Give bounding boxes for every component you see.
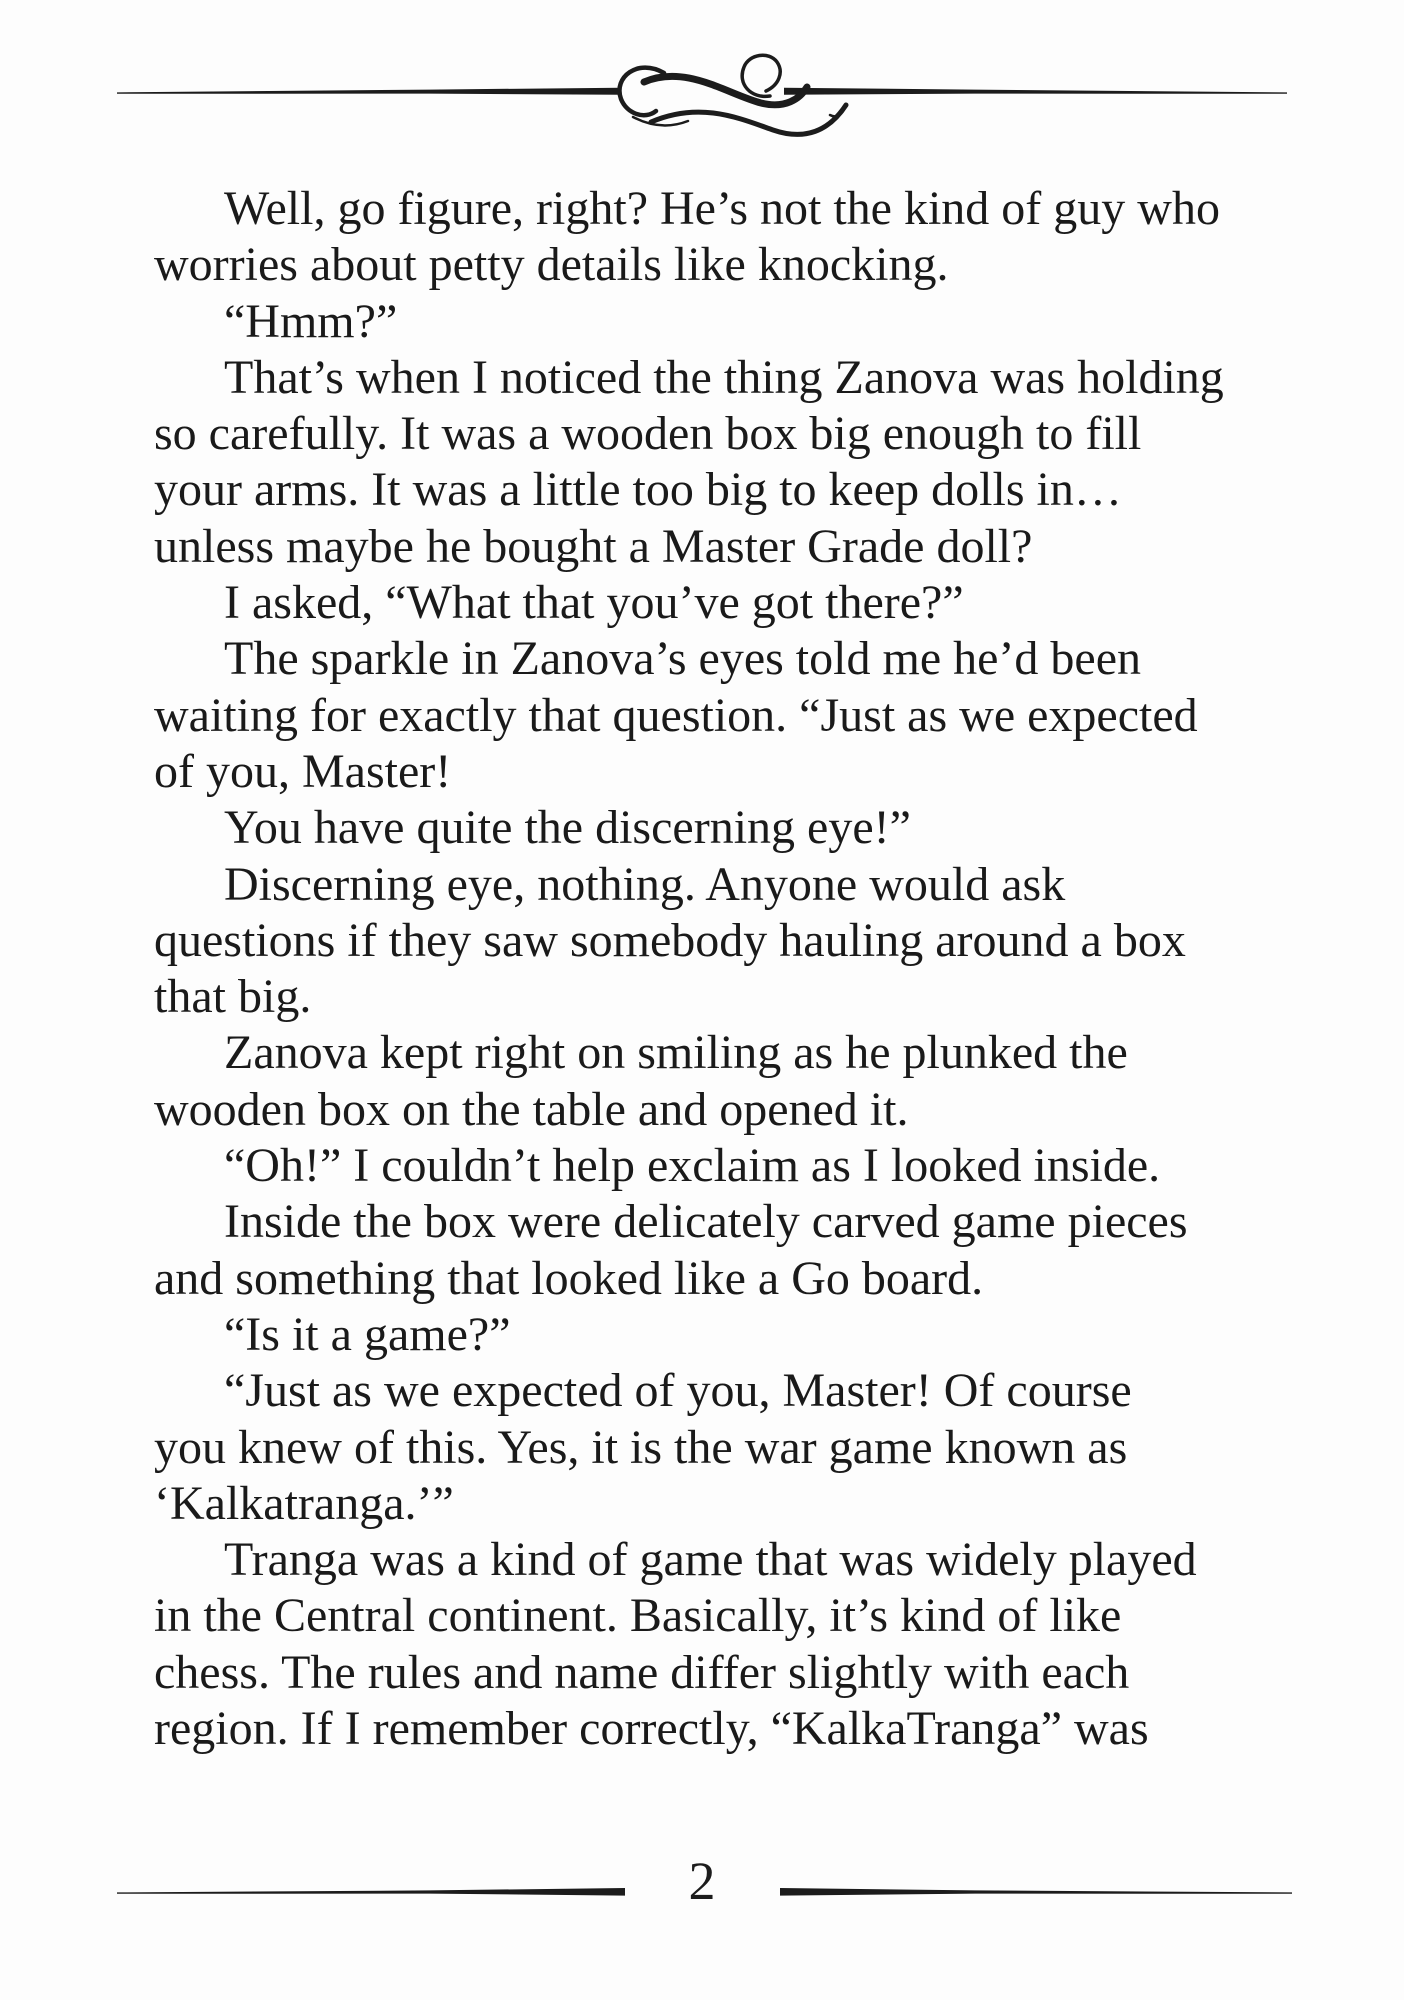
text-line: “Oh!” I couldn’t help exclaim as I looked inside. — [224, 1139, 1161, 1193]
footer-rule-right — [780, 1888, 1292, 1896]
text-line: wooden box on the table and opened it. — [154, 1082, 909, 1136]
text-line: your arms. It was a little too big to keep dolls in… — [154, 463, 1122, 517]
text-line: That’s when I noticed the thing Zanova was holding — [224, 350, 1224, 404]
text-line: waiting for exactly that question. “Just as we expected — [154, 688, 1198, 742]
text-line: I asked, “What that you’ve got there?” — [224, 576, 964, 630]
text-line: Tranga was a kind of game that was widely played — [224, 1533, 1197, 1587]
footer-rule-left — [117, 1888, 625, 1896]
page-text — [154, 181, 1324, 1757]
text-line: of you, Master! — [154, 744, 452, 798]
text-line: unless maybe he bought a Master Grade doll? — [154, 519, 1033, 573]
text-line: chess. The rules and name differ slightly with each — [154, 1645, 1130, 1699]
header-divider — [0, 0, 1404, 170]
page-number: 2 — [688, 1851, 716, 1911]
text-line: Well, go figure, right? He’s not the kind of guy who — [224, 182, 1220, 235]
text-line: in the Central continent. Basically, it’s kind of like — [154, 1589, 1122, 1643]
text-line: Discerning eye, nothing. Anyone would ask — [224, 857, 1066, 911]
text-line: region. If I remember correctly, “KalkaTranga” was — [154, 1702, 1149, 1756]
text-line: ‘Kalkatranga.’” — [154, 1476, 454, 1530]
text-line: worries about petty details like knocking. — [154, 238, 949, 292]
text-line: The sparkle in Zanova’s eyes told me he’d been — [224, 632, 1142, 686]
text-line: that big. — [154, 970, 312, 1024]
text-line: so carefully. It was a wooden box big enough to fill — [154, 407, 1142, 461]
text-line: and something that looked like a Go board. — [154, 1251, 984, 1305]
text-line: “Is it a game?” — [224, 1307, 511, 1361]
text-line: “Just as we expected of you, Master! Of course — [224, 1364, 1132, 1418]
flourish-icon — [619, 55, 846, 134]
text-line: Zanova kept right on smiling as he plunked the — [224, 1026, 1128, 1080]
text-line: Inside the box were delicately carved game pieces — [224, 1195, 1188, 1249]
header-rule-right — [784, 88, 1287, 95]
text-line: questions if they saw somebody hauling around a box — [154, 913, 1186, 967]
text-line: “Hmm?” — [224, 294, 398, 348]
header-rule-left — [117, 88, 620, 95]
text-line: you knew of this. Yes, it is the war game known as — [154, 1420, 1128, 1474]
text-line: You have quite the discerning eye!” — [224, 801, 911, 855]
